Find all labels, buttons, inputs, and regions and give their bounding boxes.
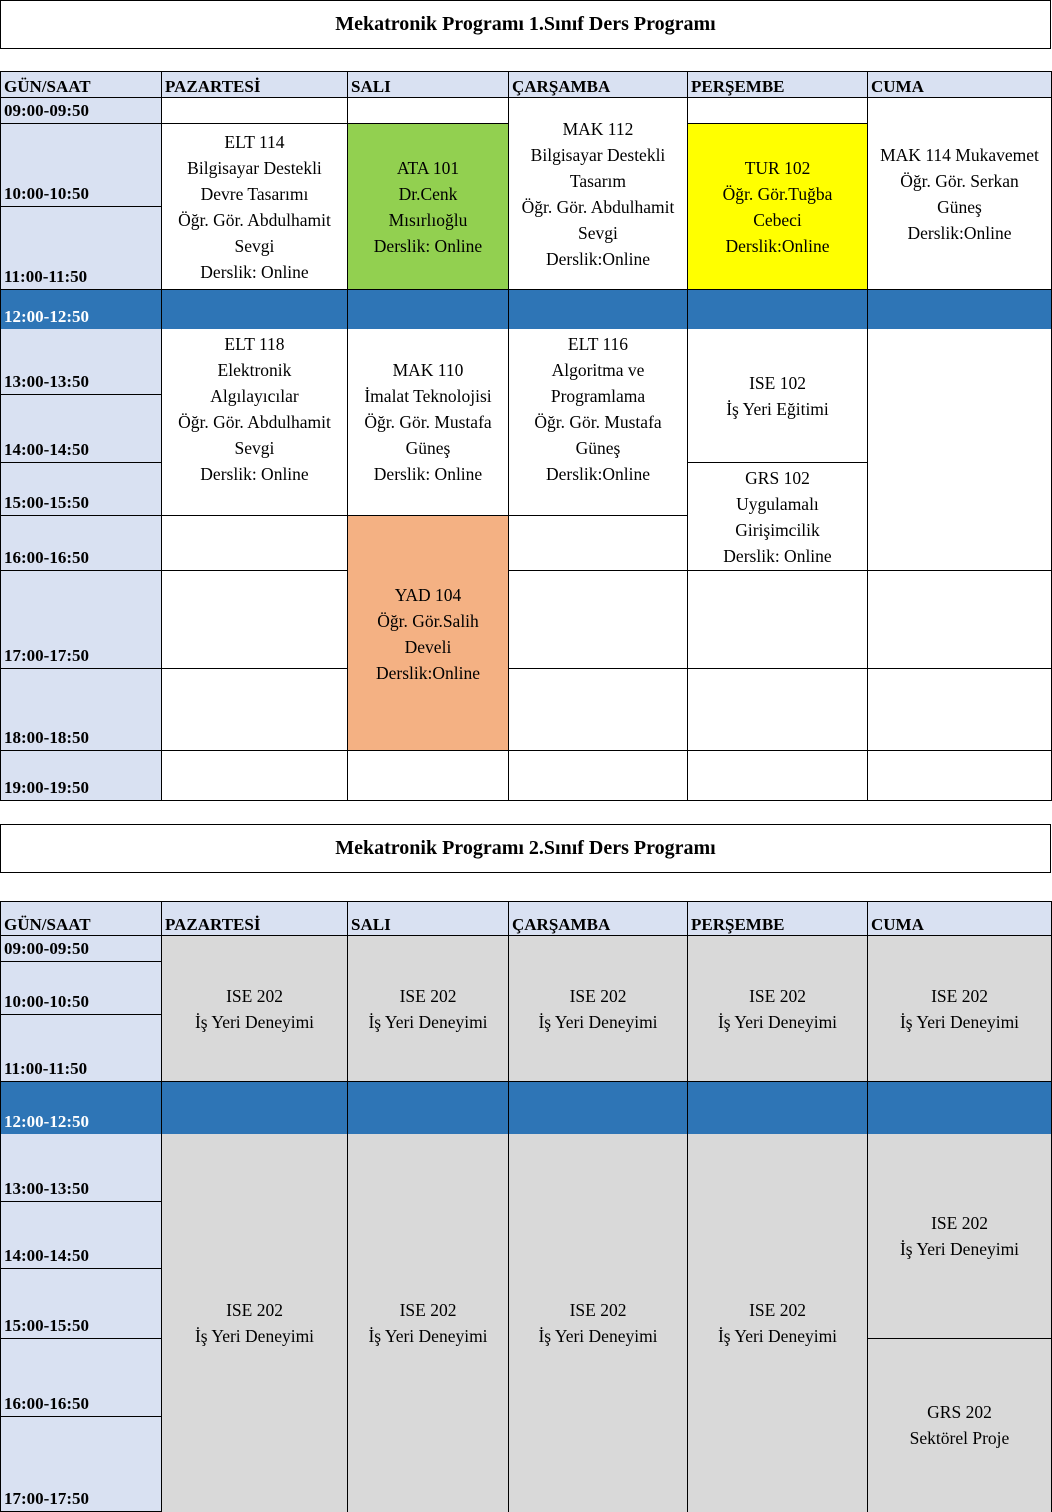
time-slot: 09:00-09:50	[1, 98, 162, 124]
empty-cell	[162, 571, 348, 669]
time-slot: 13:00-13:50	[1, 329, 162, 395]
lunch-cell	[868, 290, 1051, 329]
time-slot-lunch: 12:00-12:50	[1, 290, 162, 329]
time-slot: 11:00-11:50	[1, 207, 162, 290]
time-slot: 17:00-17:50	[1, 1417, 162, 1512]
day-header-wednesday: ÇARŞAMBA	[509, 902, 688, 936]
course-ise-202: ISE 202 İş Yeri Deneyimi	[688, 1134, 868, 1512]
empty-cell	[688, 751, 868, 800]
time-slot: 19:00-19:50	[1, 751, 162, 800]
lunch-cell	[688, 290, 868, 329]
lunch-cell	[509, 290, 688, 329]
course-tur-102: TUR 102 Öğr. Gör.Tuğba Cebeci Derslik:Online	[688, 124, 868, 290]
day-header-friday: CUMA	[868, 72, 1051, 98]
schedule-table-1	[0, 71, 1052, 801]
empty-cell	[509, 571, 688, 669]
time-slot: 16:00-16:50	[1, 1339, 162, 1417]
empty-cell	[509, 516, 688, 571]
lunch-cell	[688, 1082, 868, 1134]
day-header-thursday: PERŞEMBE	[688, 902, 868, 936]
table1-title: Mekatronik Programı 1.Sınıf Ders Programı	[0, 0, 1051, 49]
time-slot: 10:00-10:50	[1, 124, 162, 207]
course-ise-202: ISE 202 İş Yeri Deneyimi	[509, 936, 688, 1082]
schedule-table-2	[0, 901, 1052, 1512]
day-header-tuesday: SALI	[348, 902, 509, 936]
empty-cell	[688, 571, 868, 669]
course-ise-202: ISE 202 İş Yeri Deneyimi	[509, 1134, 688, 1512]
course-mak-110: MAK 110 İmalat Teknolojisi Öğr. Gör. Mustafa Güneş Derslik: Online	[348, 329, 509, 516]
course-elt-114: ELT 114 Bilgisayar Destekli Devre Tasarımı Öğr. Gör. Abdulhamit Sevgi Derslik: Online	[162, 124, 348, 290]
empty-cell	[509, 751, 688, 800]
empty-cell	[162, 751, 348, 800]
time-slot: 16:00-16:50	[1, 516, 162, 571]
empty-cell	[162, 98, 348, 124]
time-slot: 09:00-09:50	[1, 936, 162, 962]
time-slot: 14:00-14:50	[1, 395, 162, 463]
lunch-cell	[162, 1082, 348, 1134]
course-yad-104: YAD 104 Öğr. Gör.Salih Develi Derslik:Online	[348, 516, 509, 751]
empty-cell	[348, 751, 509, 800]
course-ise-202: ISE 202 İş Yeri Deneyimi	[348, 936, 509, 1082]
day-header-wednesday: ÇARŞAMBA	[509, 72, 688, 98]
course-ise-202: ISE 202 İş Yeri Deneyimi	[868, 1134, 1051, 1339]
course-ise-102: ISE 102 İş Yeri Eğitimi	[688, 329, 868, 463]
course-mak-112: MAK 112 Bilgisayar Destekli Tasarım Öğr. Gör. Abdulhamit Sevgi Derslik:Online	[509, 98, 688, 290]
day-header-monday: PAZARTESİ	[162, 72, 348, 98]
empty-cell	[868, 751, 1051, 800]
course-grs-102: GRS 102 Uygulamalı Girişimcilik Derslik: Online	[688, 463, 868, 571]
course-ise-202: ISE 202 İş Yeri Deneyimi	[162, 1134, 348, 1512]
time-slot: 18:00-18:50	[1, 669, 162, 751]
table2-title: Mekatronik Programı 2.Sınıf Ders Programı	[0, 824, 1051, 873]
lunch-cell	[509, 1082, 688, 1134]
lunch-cell	[868, 1082, 1051, 1134]
empty-cell	[162, 516, 348, 571]
course-ise-202: ISE 202 İş Yeri Deneyimi	[868, 936, 1051, 1082]
corner-header: GÜN/SAAT	[1, 72, 162, 98]
empty-cell	[868, 329, 1051, 571]
course-ise-202: ISE 202 İş Yeri Deneyimi	[688, 936, 868, 1082]
time-slot: 15:00-15:50	[1, 1269, 162, 1339]
course-elt-116: ELT 116 Algoritma ve Programlama Öğr. Gör. Mustafa Güneş Derslik:Online	[509, 329, 688, 516]
time-slot: 17:00-17:50	[1, 571, 162, 669]
time-slot: 10:00-10:50	[1, 962, 162, 1015]
corner-header: GÜN/SAAT	[1, 902, 162, 936]
course-elt-118: ELT 118 Elektronik Algılayıcılar Öğr. Gör. Abdulhamit Sevgi Derslik: Online	[162, 329, 348, 516]
time-slot: 11:00-11:50	[1, 1015, 162, 1082]
empty-cell	[348, 98, 509, 124]
day-header-friday: CUMA	[868, 902, 1051, 936]
course-grs-202: GRS 202 Sektörel Proje	[868, 1339, 1051, 1512]
time-slot-lunch: 12:00-12:50	[1, 1082, 162, 1134]
day-header-thursday: PERŞEMBE	[688, 72, 868, 98]
time-slot: 13:00-13:50	[1, 1134, 162, 1202]
course-ata-101: ATA 101 Dr.Cenk Mısırlıoğlu Derslik: Online	[348, 124, 509, 290]
time-slot: 14:00-14:50	[1, 1202, 162, 1269]
empty-cell	[868, 571, 1051, 669]
empty-cell	[509, 669, 688, 751]
course-ise-202: ISE 202 İş Yeri Deneyimi	[162, 936, 348, 1082]
empty-cell	[688, 669, 868, 751]
lunch-cell	[348, 1082, 509, 1134]
day-header-tuesday: SALI	[348, 72, 509, 98]
course-ise-202: ISE 202 İş Yeri Deneyimi	[348, 1134, 509, 1512]
empty-cell	[162, 669, 348, 751]
course-mak-114: MAK 114 Mukavemet Öğr. Gör. Serkan Güneş Derslik:Online	[868, 98, 1051, 290]
time-slot: 15:00-15:50	[1, 463, 162, 516]
lunch-cell	[162, 290, 348, 329]
empty-cell	[688, 98, 868, 124]
empty-cell	[868, 669, 1051, 751]
day-header-monday: PAZARTESİ	[162, 902, 348, 936]
lunch-cell	[348, 290, 509, 329]
